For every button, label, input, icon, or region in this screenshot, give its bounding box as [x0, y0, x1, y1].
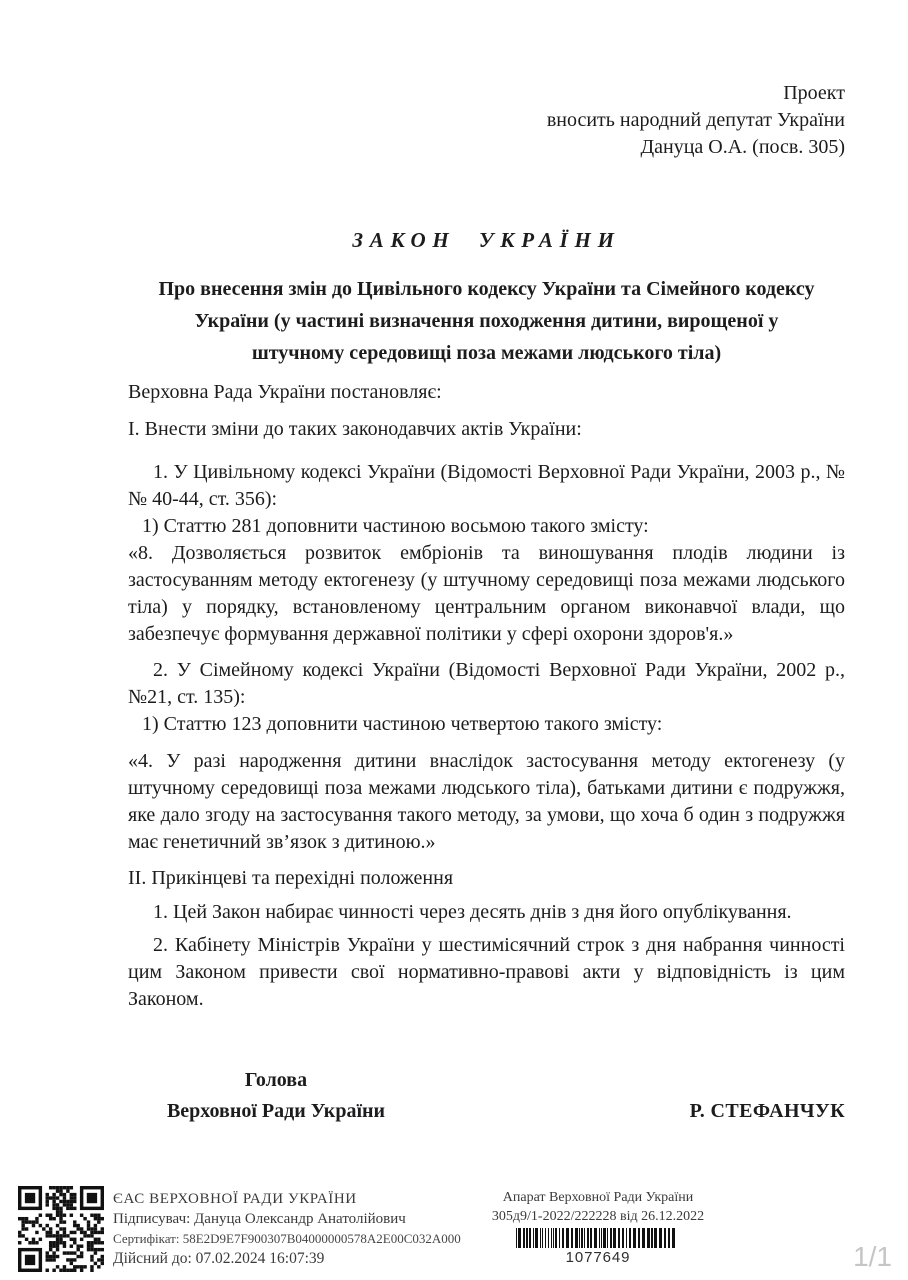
signer-name: Р. СТЕФАНЧУК [689, 1100, 845, 1122]
draft-label: Проект [783, 82, 845, 104]
page-indicator: 1/1 [853, 1241, 892, 1272]
submitted-by-line: вносить народний депутат України [546, 109, 845, 131]
final-provision-1: 1. Цей Закон набирає чинності через десять днів з дня його опублікування. [153, 901, 792, 923]
draft-header [128, 80, 845, 161]
paragraph-article-281: 1) Статтю 281 доповнити частиною восьмою такого змісту: [142, 515, 649, 537]
signature-stamp-text [113, 1186, 461, 1272]
office-line: Апарат Верховної Ради України [502, 1190, 694, 1205]
quote-part-8: «8. Дозволяється розвиток ембріонів та виношування плодів людини із застосуванням методу ектогенезу (у штучному середовищі поза межами людського тіла) у порядку, встановленому центральним органом виконавчої влади, що забезпечує формування державної політики у сфері охорони здоров'я.» [128, 542, 845, 645]
quote-part-4: «4. У разі народження дитини внаслідок застосування методу ектогенезу (у штучному середовищі поза межами людського тіла), батьками дитини є подружжя, яке дало згоду на застосування такого методу, за умови, що хоча б один з подружжя має генетичний зв’язок з дитиною.» [128, 750, 845, 853]
law-subtitle-line: України (у частині визначення походження дитини, вирощеної у [194, 310, 779, 332]
eas-title: ЄАС ВЕРХОВНОЇ РАДИ УКРАЇНИ [113, 1191, 357, 1207]
signer-line: Підписувач: Дануца Олександр Анатолійович [113, 1211, 406, 1227]
resolution-line: Верховна Рада України постановляє: [128, 381, 442, 403]
barcode [516, 1228, 680, 1248]
digital-signature-stamp [18, 1186, 461, 1272]
barcode-number: 1077649 [565, 1249, 631, 1266]
paragraph-civil-code: 1. У Цивільному кодексі України (Відомості Верховної Ради України, 2003 р., №№ 40-44, ст. 356): [128, 461, 845, 510]
final-provision-2: 2. Кабінету Міністрів України у шестимісячний строк з дня набрання чинності цим Законом привести свої нормативно-правові акти у відповідність із цим Законом. [128, 934, 845, 1010]
section-1-heading: І. Внести зміни до таких законодавчих актів України: [128, 418, 582, 440]
law-title: ЗАКОН УКРАЇНИ [352, 228, 621, 252]
deputy-name-line: Дануца О.А. (посв. 305) [640, 136, 845, 158]
signer-post [160, 1065, 392, 1127]
valid-until-line: Дійсний до: 07.02.2024 16:07:39 [113, 1250, 325, 1267]
registration-stamp [483, 1188, 713, 1267]
certificate-line: Сертифікат: 58E2D9E7F900307B04000000578A2E00C032A000 [113, 1231, 461, 1246]
signer-post-line: Голова [244, 1069, 308, 1091]
document-content [128, 0, 845, 1127]
signer-post-line: Верховної Ради України [166, 1100, 386, 1122]
section-2-heading: ІІ. Прикінцеві та перехідні положення [128, 867, 454, 889]
paragraph-article-123: 1) Статтю 123 доповнити частиною четвертою такого змісту: [142, 713, 663, 735]
qr-code-icon [18, 1186, 104, 1272]
signature-block [128, 1065, 845, 1127]
law-subtitle-line: Про внесення змін до Цивільного кодексу України та Сімейного кодексу [158, 278, 815, 300]
law-subtitle-line: штучному середовищі поза межами людського тіла) [251, 342, 722, 364]
registration-number-line: 305д9/1-2022/222228 від 26.12.2022 [491, 1209, 705, 1224]
paragraph-family-code: 2. У Сімейному кодексі України (Відомості Верховної Ради України, 2002 р., №21, ст. 135): [128, 659, 845, 708]
law-subtitle [128, 273, 845, 369]
